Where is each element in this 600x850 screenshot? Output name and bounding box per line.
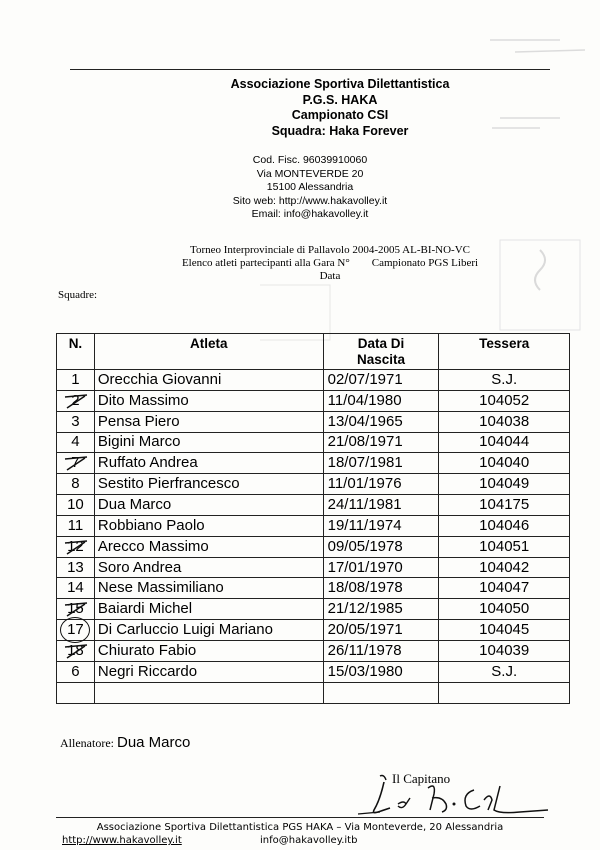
website-line: Sito web: http://www.hakavolley.it bbox=[232, 194, 388, 207]
email-line: Email: info@hakavolley.it bbox=[251, 208, 369, 220]
coach-name: Dua Marco bbox=[116, 734, 191, 751]
player-number: 2 bbox=[57, 390, 95, 411]
strike-mark bbox=[63, 539, 89, 556]
player-birth-date: 20/05/1971 bbox=[323, 620, 439, 641]
player-name: Baiardi Michel bbox=[94, 599, 323, 620]
header-card: Tessera bbox=[439, 334, 570, 370]
game-number-label: Elenco atleti partecipanti alla Gara N° bbox=[181, 257, 350, 269]
player-birth-date: 19/11/1974 bbox=[323, 515, 439, 536]
footer-website-link[interactable]: http://www.hakavolley.it bbox=[62, 835, 182, 846]
tournament-title: Torneo Interprovinciale di Pallavolo 2004-2005 AL-BI-NO-VC bbox=[190, 244, 470, 256]
table-row bbox=[57, 495, 570, 516]
player-birth-date: 17/01/1970 bbox=[323, 557, 439, 578]
player-number: 10 bbox=[57, 495, 95, 516]
table-row bbox=[57, 453, 570, 474]
top-rule bbox=[70, 69, 550, 70]
table-row bbox=[57, 411, 570, 432]
player-name: Ruffato Andrea bbox=[94, 453, 323, 474]
player-birth-date: 21/08/1971 bbox=[323, 432, 439, 453]
city: 15100 Alessandria bbox=[266, 181, 354, 193]
table-row bbox=[57, 599, 570, 620]
player-number: 17 bbox=[57, 620, 95, 641]
player-name: Soro Andrea bbox=[94, 557, 323, 578]
player-card-number: 104175 bbox=[439, 495, 570, 516]
player-name: Pensa Piero bbox=[94, 411, 323, 432]
header-birth-line2: Nascita bbox=[356, 352, 406, 367]
player-number: 13 bbox=[57, 557, 95, 578]
header-number: N. bbox=[57, 334, 95, 370]
player-birth-date: 11/04/1980 bbox=[323, 390, 439, 411]
player-card-number: 104051 bbox=[439, 536, 570, 557]
table-row bbox=[57, 640, 570, 661]
league-name: Campionato PGS Liberi bbox=[371, 257, 479, 269]
player-name: Dua Marco bbox=[94, 495, 323, 516]
table-row bbox=[57, 682, 570, 703]
player-birth-date: 11/01/1976 bbox=[323, 474, 439, 495]
captain-label: Il Capitano bbox=[392, 771, 451, 786]
coach-line bbox=[60, 734, 190, 751]
roster-table bbox=[56, 333, 570, 704]
player-card-number: 104049 bbox=[439, 474, 570, 495]
player-birth-date: 15/03/1980 bbox=[323, 661, 439, 682]
player-card-number: 104045 bbox=[439, 620, 570, 641]
player-number: 15 bbox=[57, 599, 95, 620]
header-birth-date bbox=[323, 334, 439, 370]
table-row bbox=[57, 620, 570, 641]
table-row bbox=[57, 474, 570, 495]
footer-rule bbox=[56, 817, 544, 818]
player-birth-date: 24/11/1981 bbox=[323, 495, 439, 516]
player-card-number: 104047 bbox=[439, 578, 570, 599]
player-number bbox=[57, 682, 95, 703]
footer-address: Associazione Sportiva Dilettantistica PGS HAKA – Via Monteverde, 20 Alessandria bbox=[96, 822, 504, 833]
player-number: 4 bbox=[57, 432, 95, 453]
table-row bbox=[57, 432, 570, 453]
player-number: 11 bbox=[57, 515, 95, 536]
street-address: Via MONTEVERDE 20 bbox=[256, 167, 364, 180]
player-name: Arecco Massimo bbox=[94, 536, 323, 557]
player-card-number: S.J. bbox=[439, 370, 570, 391]
player-birth-date: 09/05/1978 bbox=[323, 536, 439, 557]
player-name: Bigini Marco bbox=[94, 432, 323, 453]
table-row bbox=[57, 661, 570, 682]
strike-mark bbox=[63, 455, 89, 472]
player-birth-date: 26/11/1978 bbox=[323, 640, 439, 661]
championship-name: Campionato CSI bbox=[291, 108, 389, 122]
tournament-block bbox=[120, 244, 540, 283]
player-birth-date: 18/08/1978 bbox=[323, 578, 439, 599]
date-label: Data bbox=[319, 270, 341, 282]
coach-label: Allenatore: bbox=[60, 736, 114, 750]
player-number: 6 bbox=[57, 661, 95, 682]
club-name: P.G.S. HAKA bbox=[302, 92, 378, 107]
player-card-number: 104044 bbox=[439, 432, 570, 453]
player-card-number: S.J. bbox=[439, 661, 570, 682]
player-birth-date: 02/07/1971 bbox=[323, 370, 439, 391]
strike-mark bbox=[63, 393, 89, 410]
team-name: Squadra: Haka Forever bbox=[271, 123, 409, 138]
footer-email[interactable]: info@hakavolley.itb bbox=[260, 835, 358, 846]
table-row bbox=[57, 515, 570, 536]
player-name: Robbiano Paolo bbox=[94, 515, 323, 536]
header-athlete: Atleta bbox=[94, 334, 323, 370]
player-number: 18 bbox=[57, 640, 95, 661]
table-row bbox=[57, 578, 570, 599]
table-row bbox=[57, 557, 570, 578]
player-card-number: 104052 bbox=[439, 390, 570, 411]
captain-signature bbox=[350, 770, 550, 818]
player-name bbox=[94, 682, 323, 703]
player-card-number: 104042 bbox=[439, 557, 570, 578]
header-birth-line1: Data Di bbox=[357, 336, 405, 351]
player-number: 1 bbox=[57, 370, 95, 391]
player-birth-date: 18/07/1981 bbox=[323, 453, 439, 474]
player-card-number bbox=[439, 682, 570, 703]
player-name: Orecchia Giovanni bbox=[94, 370, 323, 391]
association-name: Associazione Sportiva Dilettantistica bbox=[230, 77, 450, 91]
circle-mark bbox=[60, 617, 90, 643]
contact-block bbox=[170, 154, 450, 222]
player-card-number: 104038 bbox=[439, 411, 570, 432]
player-card-number: 104040 bbox=[439, 453, 570, 474]
strike-mark bbox=[63, 601, 89, 618]
teams-label: Squadre: bbox=[58, 289, 98, 301]
letterhead bbox=[140, 77, 540, 139]
tax-code: Cod. Fisc. 96039910060 bbox=[252, 154, 368, 166]
player-birth-date bbox=[323, 682, 439, 703]
roster-header-row bbox=[57, 334, 570, 370]
player-name: Nese Massimiliano bbox=[94, 578, 323, 599]
player-number: 12 bbox=[57, 536, 95, 557]
table-row bbox=[57, 390, 570, 411]
player-number: 8 bbox=[57, 474, 95, 495]
player-name: Dito Massimo bbox=[94, 390, 323, 411]
player-birth-date: 13/04/1965 bbox=[323, 411, 439, 432]
footer-links bbox=[62, 835, 542, 847]
table-row bbox=[57, 370, 570, 391]
player-name: Negri Riccardo bbox=[94, 661, 323, 682]
tournament-line2 bbox=[120, 257, 540, 270]
player-number: 14 bbox=[57, 578, 95, 599]
player-number: 3 bbox=[57, 411, 95, 432]
player-name: Chiurato Fabio bbox=[94, 640, 323, 661]
player-card-number: 104050 bbox=[439, 599, 570, 620]
player-birth-date: 21/12/1985 bbox=[323, 599, 439, 620]
player-name: Di Carluccio Luigi Mariano bbox=[94, 620, 323, 641]
player-name: Sestito Pierfrancesco bbox=[94, 474, 323, 495]
strike-mark bbox=[63, 643, 89, 660]
roster-body bbox=[57, 370, 570, 704]
player-card-number: 104046 bbox=[439, 515, 570, 536]
table-row bbox=[57, 536, 570, 557]
player-card-number: 104039 bbox=[439, 640, 570, 661]
player-number: 7 bbox=[57, 453, 95, 474]
